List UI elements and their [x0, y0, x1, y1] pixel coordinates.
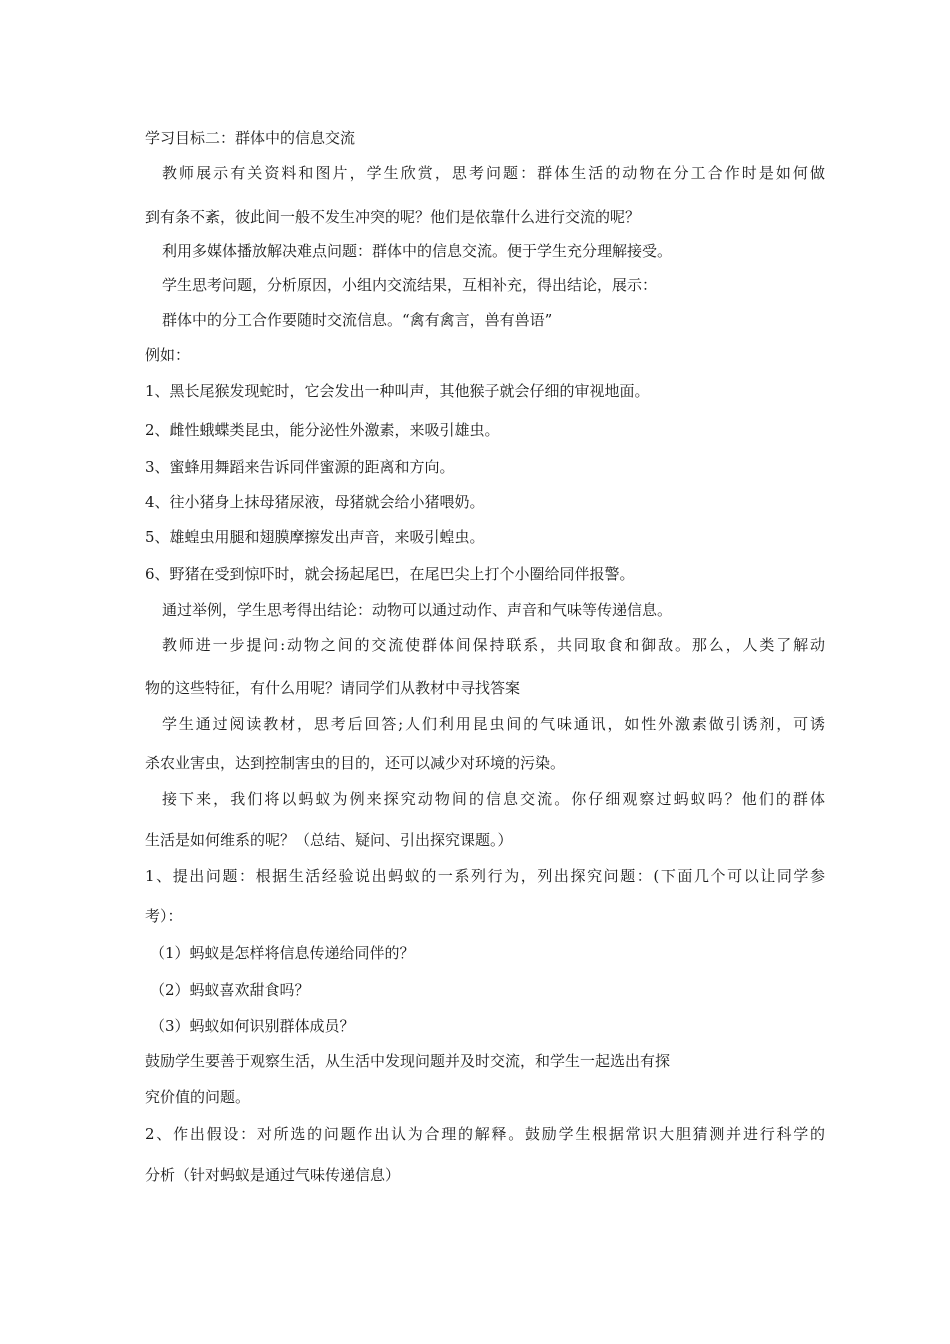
example-item: 4、往小猪身上抹母猪尿液，母猪就会给小猪喂奶。: [145, 493, 485, 511]
step-1-line-1: 1、提出问题：根据生活经验说出蚂蚁的一系列行为，列出探究问题：(下面几个可以让同学参: [145, 867, 825, 885]
paragraph-8-line-2: 生活是如何维系的呢？（总结、疑问、引出探究课题。）: [145, 831, 513, 849]
question-item: （1）蚂蚁是怎样将信息传递给同伴的？: [150, 944, 415, 962]
paragraph-3: 学生思考问题，分析原因，小组内交流结果，互相补充，得出结论，展示：: [162, 276, 658, 294]
paragraph-6-line-1: 教师进一步提问:动物之间的交流使群体间保持联系，共同取食和御敌。那么，人类了解动: [162, 636, 825, 654]
example-item: 2、雌性蛾蝶类昆虫，能分泌性外激素，来吸引雄虫。: [145, 421, 500, 439]
step-2-line-2: 分析（针对蚂蚁是通过气味传递信息）: [145, 1166, 401, 1184]
paragraph-5: 通过举例，学生思考得出结论：动物可以通过动作、声音和气味等传递信息。: [162, 601, 673, 619]
section-title: 学习目标二：群体中的信息交流: [145, 129, 356, 147]
example-item: 3、蜜蜂用舞蹈来告诉同伴蜜源的距离和方向。: [145, 458, 455, 476]
step-1-line-2: 考）：: [145, 907, 183, 925]
paragraph-8-line-1: 接下来，我们将以蚂蚁为例来探究动物间的信息交流。你仔细观察过蚂蚁吗？他们的群体: [162, 790, 825, 808]
example-item: 1、黑长尾猴发现蛇时，它会发出一种叫声，其他猴子就会仔细的审视地面。: [145, 382, 650, 400]
paragraph-1-line-2: 到有条不紊，彼此间一般不发生冲突的呢？他们是依靠什么进行交流的呢？: [145, 208, 641, 226]
paragraph-1-line-1: 教师展示有关资料和图片，学生欣赏，思考问题：群体生活的动物在分工合作时是如何做: [162, 164, 825, 182]
example-item: 5、雄蝗虫用腿和翅膜摩擦发出声音，来吸引蝗虫。: [145, 528, 485, 546]
paragraph-2: 利用多媒体播放解决难点问题：群体中的信息交流。便于学生充分理解接受。: [162, 242, 673, 260]
paragraph-7-line-1: 学生通过阅读教材，思考后回答;人们利用昆虫间的气味通讯，如性外激素做引诱剂，可诱: [162, 715, 825, 733]
encourage-line-1: 鼓励学生要善于观察生活，从生活中发现问题并及时交流，和学生一起选出有探: [145, 1052, 671, 1070]
paragraph-4: 群体中的分工合作要随时交流信息。“禽有禽言，兽有兽语”: [162, 311, 553, 329]
question-item: （3）蚂蚁如何识别群体成员？: [150, 1017, 355, 1035]
example-label: 例如：: [145, 346, 191, 364]
paragraph-7-line-2: 杀农业害虫，达到控制害虫的目的，还可以减少对环境的污染。: [145, 754, 566, 772]
question-item: （2）蚂蚁喜欢甜食吗？: [150, 981, 310, 999]
example-item: 6、野猪在受到惊吓时，就会扬起尾巴，在尾巴尖上打个小圈给同伴报警。: [145, 565, 635, 583]
encourage-line-2: 究价值的问题。: [145, 1088, 251, 1106]
step-2-line-1: 2、作出假设：对所选的问题作出认为合理的解释。鼓励学生根据常识大胆猜测并进行科学的: [145, 1125, 825, 1143]
paragraph-6-line-2: 物的这些特征，有什么用呢？请同学们从教材中寻找答案: [145, 679, 521, 697]
